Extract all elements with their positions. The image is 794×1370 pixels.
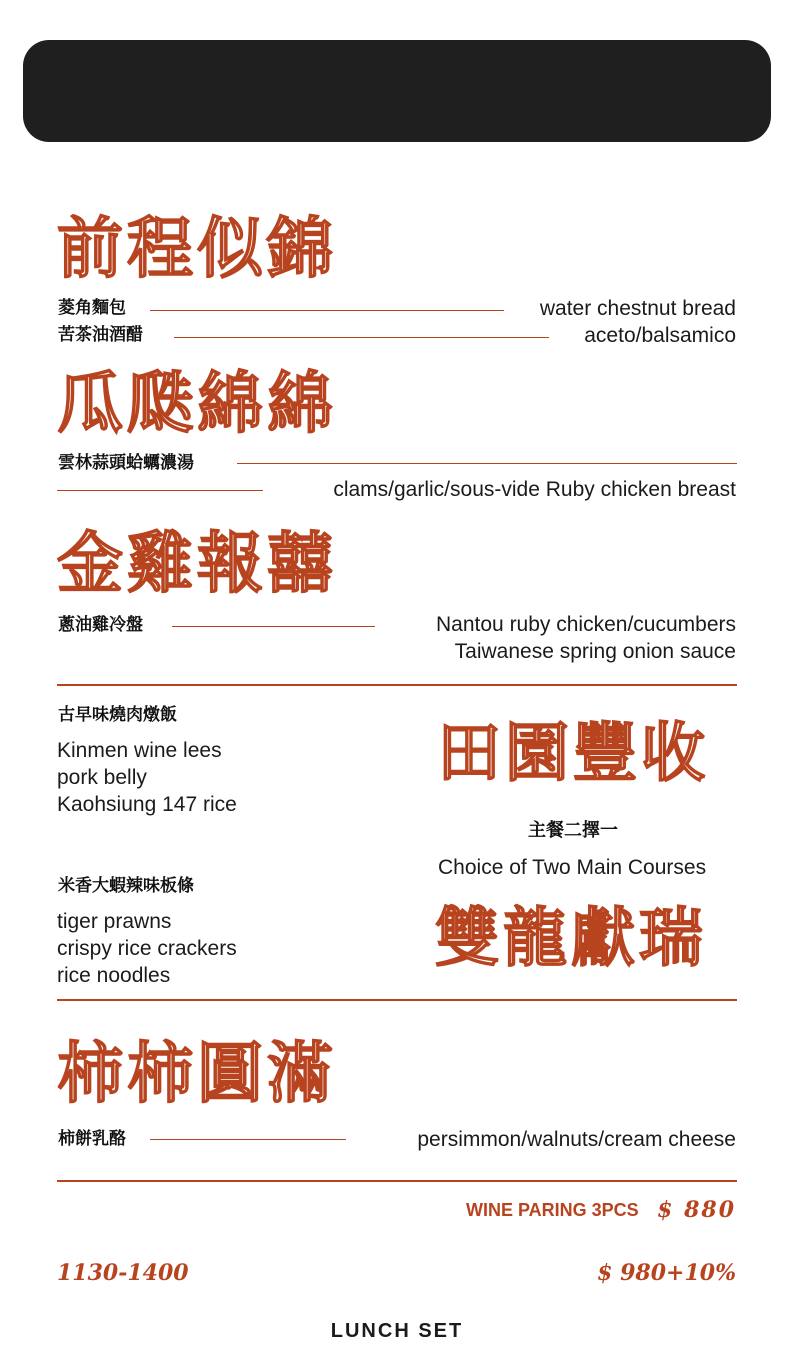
wine-pairing-price: $ 880 <box>657 1197 736 1223</box>
section-divider <box>57 999 737 1001</box>
main-option-1-en-line: Kinmen wine lees <box>57 739 222 762</box>
main-option-2-en <box>57 908 237 989</box>
course-2-zh: 雲林蒜頭蛤蠣濃湯 <box>58 453 194 473</box>
main-option-2-en-line: tiger prawns <box>57 910 172 933</box>
course-1-item-1-zh: 菱角麵包 <box>58 298 126 318</box>
wine-pairing <box>466 1199 736 1221</box>
main-option-2-en-line: crispy rice crackers <box>57 937 237 960</box>
set-name: LUNCH SET <box>330 1320 464 1342</box>
course-3-title: 金雞報囍 <box>57 524 337 602</box>
leader-line <box>150 310 504 311</box>
main-option-1-zh: 古早味燒肉燉飯 <box>58 705 177 725</box>
leader-line <box>172 626 375 627</box>
leader-line <box>57 490 263 491</box>
course-5-title: 柿柿圓滿 <box>57 1034 337 1112</box>
main-option-2-en-line: rice noodles <box>57 964 171 987</box>
leader-line <box>174 337 549 338</box>
course-5-zh: 柿餅乳酪 <box>58 1129 126 1149</box>
wine-pairing-label: WINE PARING 3PCS <box>465 1200 639 1220</box>
main-option-2-zh: 米香大蝦辣味板條 <box>58 876 194 896</box>
mains-title-a: 田園豐收 <box>437 716 709 791</box>
mains-choice-zh: 主餐二擇一 <box>528 820 618 841</box>
course-1-item-1-en: water chestnut bread <box>539 297 736 320</box>
course-1-item-2-zh: 苦茶油酒醋 <box>58 325 143 345</box>
course-3-en-line-1: Nantou ruby chicken/cucumbers <box>436 613 736 636</box>
service-hours: 1130-1400 <box>57 1260 189 1286</box>
mains-choice-en: Choice of Two Main Courses <box>438 856 707 879</box>
main-option-1-en <box>57 737 237 818</box>
leader-line <box>150 1139 346 1140</box>
course-2-en: clams/garlic/sous-vide Ruby chicken breast <box>333 478 736 501</box>
leader-line <box>237 463 737 464</box>
course-1-title: 前程似錦 <box>57 209 337 287</box>
course-3-en-line-2: Taiwanese spring onion sauce <box>454 640 736 663</box>
set-price: $ 980+10% <box>597 1260 736 1286</box>
section-divider <box>57 1180 737 1182</box>
main-option-1-en-line: Kaohsiung 147 rice <box>57 793 237 816</box>
section-divider <box>57 684 737 686</box>
header-bar <box>23 40 771 142</box>
course-2-title: 瓜瓞綿綿 <box>57 364 337 442</box>
course-3-zh: 蔥油雞冷盤 <box>58 615 143 635</box>
course-1-item-2-en: aceto/balsamico <box>584 324 736 347</box>
mains-title-b: 雙龍獻瑞 <box>435 901 707 976</box>
main-option-1-en-line: pork belly <box>57 766 147 789</box>
course-5-en: persimmon/walnuts/cream cheese <box>417 1128 736 1151</box>
